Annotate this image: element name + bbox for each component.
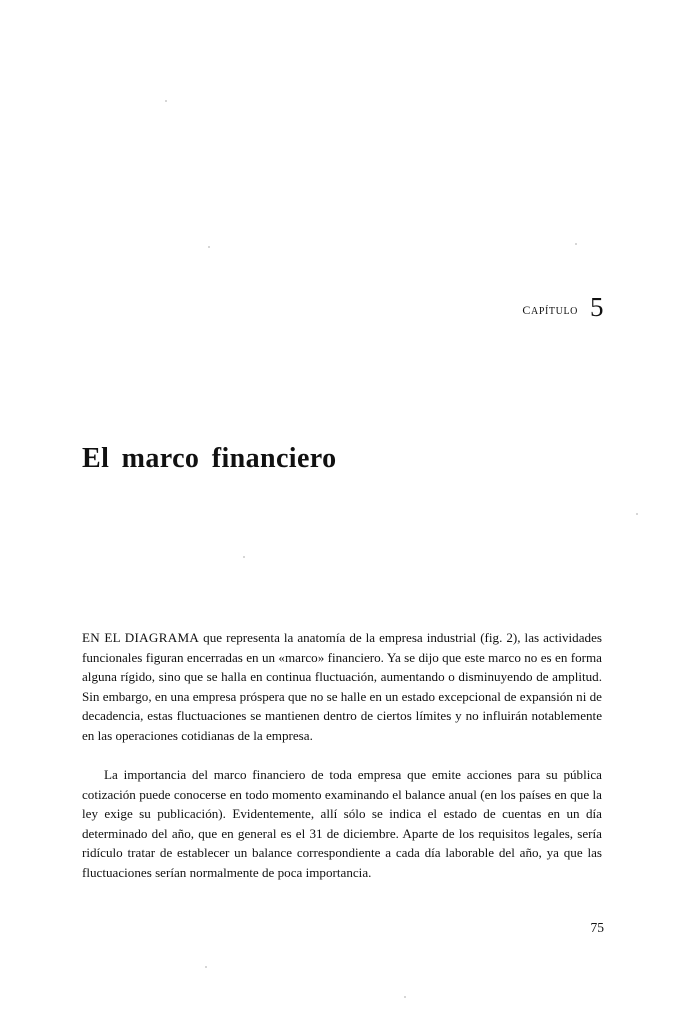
paper-speck <box>165 100 167 102</box>
paragraph-lead-in: EN EL DIAGRAMA <box>82 630 200 645</box>
chapter-number: 5 <box>590 292 604 322</box>
paragraph-1 <box>82 628 602 746</box>
paragraph-1-text: que representa la anatomía de la empresa industrial (fig. 2), las actividades funcionales figuran encerradas en un «marco» financiero. Ya se dijo que este marco no es en forma alguna rígido, sino que se halla en continua fluctuación, aumentando o disminuyendo de amplitud. Sin embargo, en una empresa próspera que no se halle en un estado excepcional de expansión ni de decadencia, estas fluctuaciones se mantienen dentro de ciertos límites y no influirán notablemente en las operaciones cotidianas de la empresa. <box>82 630 602 743</box>
paper-speck <box>243 556 245 558</box>
paper-speck <box>208 246 210 248</box>
paper-speck <box>636 513 638 515</box>
paper-speck <box>205 966 207 968</box>
paragraph-2-text: La importancia del marco financiero de toda empresa que emite acciones para su pública cotización puede conocerse en todo momento examinando el balance anual (en los países en que la ley exige su publicación). Evidentemente, allí sólo se indica el estado de cuentas en un día determinado del año, que en general es el 31 de diciembre. Aparte de los requisitos legales, sería ridículo tratar de establecer un balance correspondiente a cada día laborable del año, ya que las fluctuaciones serían normalmente de poca importancia. <box>82 767 602 881</box>
chapter-label: capítulo <box>522 299 578 318</box>
paragraph-2 <box>82 765 602 883</box>
paper-speck <box>575 243 577 245</box>
page-title: El marco financiero <box>82 442 337 474</box>
chapter-heading <box>522 292 604 322</box>
page-number: 75 <box>590 920 604 935</box>
body-text <box>82 628 602 883</box>
paper-speck <box>404 996 406 998</box>
